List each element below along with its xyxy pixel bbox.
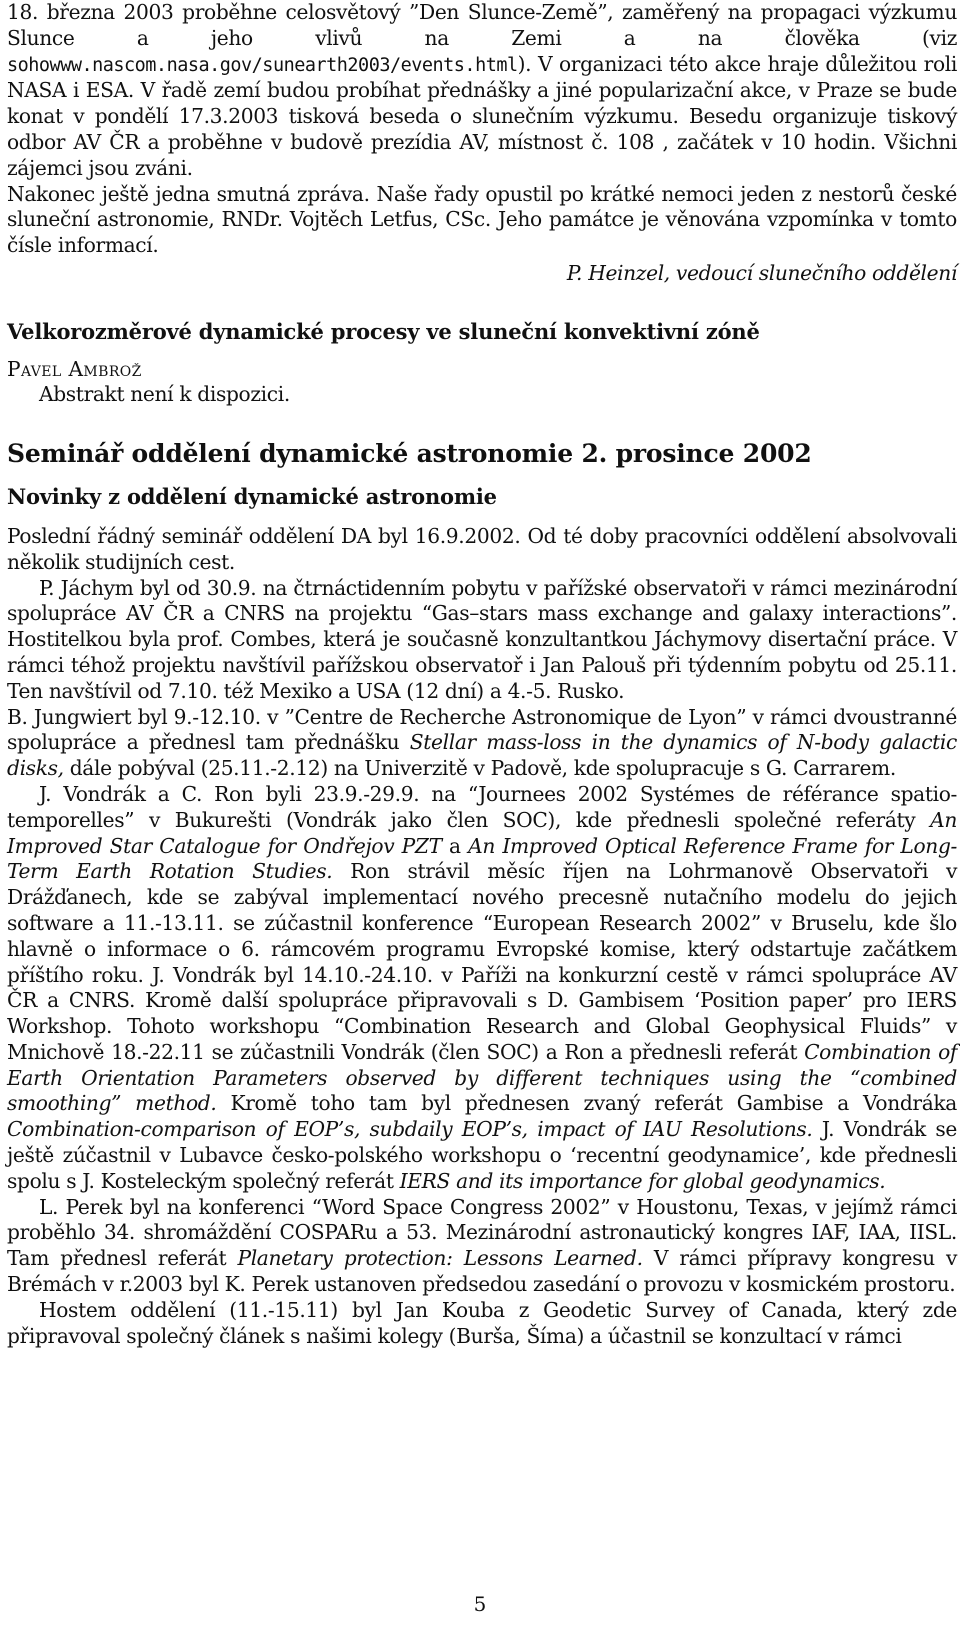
talk-author: Pavel Ambrož (7, 356, 142, 381)
seminar-paragraph-6: Hostem oddělení (11.-15.11) byl Jan Kouba z Geodetic Survey of Canada, který zde připravoval společný článek s našimi kolegy (Burša, Šíma) a účastnil se konzultací v rámci (7, 1297, 957, 1348)
sad-news-paragraph: Nakonec ještě jedna smutná zpráva. Naše řady opustil po krátké nemoci jeden z nestorů české sluneční astronomie, RNDr. Vojtěch Letfus, CSc. Jeho památce je věnována vzpomínka v tomto čísle informací. (7, 181, 957, 258)
page-number: 5 (473, 1592, 487, 1616)
seminar-paragraph-3: B. Jungwiert byl 9.-12.10. v ”Centre de Recherche Astronomique de Lyon” v rámci dvoustranné spolupráce a přednesl tam přednášku Stellar mass-loss in the dynamics of N-body galactic disks, dále pobýval (25.11.-2.12) na Univerzitě v Padově, kde spolupracuje s G. Carrarem. (7, 704, 957, 781)
intro-paragraph: 18. března 2003 proběhne celosvětový ”Den Slunce-Země”, zaměřený na propagaci výzkumu Slunce a jeho vlivů na Zemi a na člověka (viz sohowww.nascom.nasa.gov/sunearth2003/events.html). V organizaci této akce hraje důležitou roli NASA i ESA. V řadě zemí budou probíhat přednášky a jiné popularizační akce, v Praze se bude konat v pondělí 17.3.2003 tisková beseda o slunečním výzkumu. Besedu organizuje tiskový odbor AV ČR a proběhne v budově prezídia AV, místnost č. 108 , začátek v 10 hodin. Všichni zájemci jsou zváni. (7, 0, 957, 180)
event-url: sohowww.nascom.nasa.gov/sunearth2003/events.html (7, 54, 518, 76)
talk-title: Velkorozměrové dynamické procesy ve sluneční konvektivní zóně (7, 318, 760, 344)
seminar-paragraph-1: Poslední řádný seminář oddělení DA byl 16.9.2002. Od té doby pracovníci oddělení absolvovali několik studijních cest. (7, 523, 957, 574)
seminar-subtitle: Novinky z oddělení dynamické astronomie (7, 484, 497, 510)
seminar-paragraph-2: P. Jáchym byl od 30.9. na čtrnáctidenním pobytu v pařížské observatoři v rámci mezinárodní spolupráce AV ČR a CNRS na projektu “Gas–stars mass exchange and galaxy interactions”. Hostitelkou byla prof. Combes, která je současně konzultantkou Jáchymovy disertační práce. V rámci téhož projektu navštívil pařížskou observatoř i Jan Palouš při týdenním pobytu od 25.11. Ten navštívil od 7.10. též Mexiko a USA (12 dní) a 4.-5. Rusko. (7, 575, 957, 703)
document-page (7, 0, 957, 1349)
signature: P. Heinzel, vedoucí slunečního oddělení (566, 260, 957, 285)
seminar-paragraph-4: J. Vondrák a C. Ron byli 23.9.-29.9. na “Journees 2002 Systémes de référance spatio-temporelles” v Bukurešti (Vondrák jako člen SOC), kde přednesli společné referáty An Improved Star Catalogue for Ondřejov PZT a An Improved Optical Reference Frame for Long-Term Earth Rotation Studies. Ron strávil měsíc říjen na Lohrmanově Observatoři v Drážďanech, kde se zabýval implementací nového precesně nutačního modelu do jejich software a 11.-13.11. se zúčastnil konference “European Research 2002” v Bruselu, kde šlo hlavně o informace o 6. rámcovém programu Evropské komise, který odstartuje začátkem příštího roku. J. Vondrák byl 14.10.-24.10. v Paříži na konkurzní cestě v rámci spolupráce AV ČR a CNRS. Kromě další spolupráce připravovali s D. Gambisem ‘Position paper’ pro IERS Workshop. Tohoto workshopu “Combination Research and Global Geophysical Fluids” v Mnichově 18.-22.11 se zúčastnili Vondrák (člen SOC) a Ron a přednesli referát Combination of Earth Orientation Parameters observed by different techniques using the “combined smoothing” method. Kromě toho tam byl přednesen zvaný referát Gambise a Vondráka Combination-comparison of EOP’s, subdaily EOP’s, impact of IAU Resolutions. J. Vondrák se ještě zúčastnil v Lubavce česko-polského workshopu o ‘recentní geodynamice’, kde přednesli spolu s J. Kosteleckým společný referát IERS and its importance for global geodynamics. (7, 781, 957, 1193)
talk-abstract: Abstrakt není k dispozici. (39, 382, 290, 407)
seminar-title: Seminář oddělení dynamické astronomie 2. prosince 2002 (7, 439, 812, 469)
seminar-paragraph-5: L. Perek byl na konferenci “Word Space Congress 2002” v Houstonu, Texas, v jejímž rámci proběhlo 34. shromáždění COSPARu a 53. Mezinárodní astronautický kongres IAF, IAA, IISL. Tam přednesl referát Planetary protection: Lessons Learned. V rámci přípravy kongresu v Brémách v r.2003 byl K. Perek ustanoven předsedou zasedání o provozu v kosmickém prostoru. (7, 1194, 958, 1297)
